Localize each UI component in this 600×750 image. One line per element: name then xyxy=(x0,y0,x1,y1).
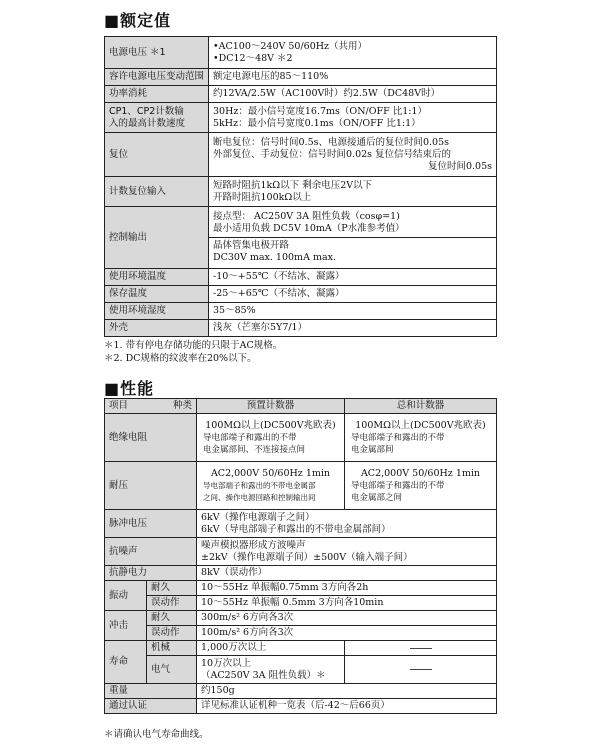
ambient-humidity-value: 35～85% xyxy=(209,303,497,320)
ratings-table xyxy=(104,36,497,337)
ambient-temp-label: 使用环境温度 xyxy=(105,269,209,286)
table-row xyxy=(105,103,497,133)
power-voltage-value: •AC100～240V 50/60Hz（共用） •DC12～48V ＊2 xyxy=(209,37,497,69)
life-elec-total xyxy=(345,656,497,684)
ratings-note-1: ＊1. 带有停电存储功能的只限于AC规格。 xyxy=(104,340,283,351)
shock-durability-value: 300m/s² 6方向各3次 xyxy=(197,611,497,626)
table-row xyxy=(105,656,497,684)
shock-malfunction-label: 误动作 xyxy=(147,626,197,641)
insulation-total: 100MΩ以上(DC500V兆欧表) 导电部端子和露出的不带 电金属部间 xyxy=(345,414,497,462)
max-speed-value: 30Hz：最小信号宽度16.7ms（ON/OFF 比1:1） 5kHz：最小信号宽度0.1ms（ON/OFF 比1:1） xyxy=(209,103,497,133)
count-reset-input-value: 短路时阻抗1kΩ以下 剩余电压2V以下 开路时阻抗100kΩ以上 xyxy=(209,177,497,207)
performance-table xyxy=(104,398,497,714)
max-speed-label: CP1、CP2计数输 入的最高计数速度 xyxy=(105,103,209,133)
table-row xyxy=(105,538,497,566)
ambient-humidity-label: 使用环境湿度 xyxy=(105,303,209,320)
table-row xyxy=(105,611,497,626)
life-mech-value: 1,000万次以上 xyxy=(197,641,345,656)
impulse-label: 脉冲电压 xyxy=(105,510,197,538)
table-row xyxy=(105,462,497,510)
reset-label: 复位 xyxy=(105,133,209,177)
static-value: 8kV（误动作） xyxy=(197,566,497,581)
vibration-durability-label: 耐久 xyxy=(147,581,197,596)
life-elec-label: 电气 xyxy=(147,656,197,684)
table-row xyxy=(105,641,497,656)
table-row xyxy=(105,269,497,286)
header-item: 项目 xyxy=(109,400,129,411)
housing-label: 外壳 xyxy=(105,320,209,337)
header-total: 总和计数器 xyxy=(345,399,497,414)
withstand-label: 耐压 xyxy=(105,462,197,510)
certification-value: 详见标准认证机种一览表（后-42～后66页） xyxy=(197,699,497,714)
voltage-range-value: 额定电源电压的85～110% xyxy=(209,69,497,86)
vibration-durability-value: 10～55Hz 单振幅0.75mm 3方向各2h xyxy=(197,581,497,596)
control-output-value: 接点型： AC250V 3A 阻性负载（cosφ=1) 最小适用负载 DC5V 10mA（P水准参考值） 晶体管集电极开路 DC30V max. 100mA max. xyxy=(209,207,497,269)
certification-label: 通过认证 xyxy=(105,699,197,714)
table-row xyxy=(105,596,497,611)
performance-note: ＊请确认电气寿命曲线。 xyxy=(104,729,209,740)
life-mech-label: 机械 xyxy=(147,641,197,656)
header-preset: 预置计数器 xyxy=(197,399,345,414)
power-consumption-value: 约12VA/2.5W（AC100V时）约2.5W（DC48V时） xyxy=(209,86,497,103)
impulse-value: 6kV（操作电源端子之间） 6kV（导电部端子和露出的不带电金属部间） xyxy=(197,510,497,538)
header-item-kind xyxy=(105,399,197,414)
dash-mark xyxy=(410,648,432,649)
withstand-preset: AC2,000V 50/60Hz 1min 导电部端子和露出的不带电金属部 之间、操作电源回路和控制输出间 xyxy=(197,462,345,510)
table-row xyxy=(105,207,497,269)
table-row xyxy=(105,133,497,177)
table-row xyxy=(105,581,497,596)
life-label: 寿命 xyxy=(105,641,147,684)
ratings-title: ■额定值 xyxy=(104,11,172,30)
table-row xyxy=(105,303,497,320)
weight-label: 重量 xyxy=(105,684,197,699)
ambient-temp-value: -10～+55℃（不结冰、凝露） xyxy=(209,269,497,286)
insulation-label: 绝缘电阻 xyxy=(105,414,197,462)
static-label: 抗静电力 xyxy=(105,566,197,581)
table-row xyxy=(105,626,497,641)
table-row xyxy=(105,684,497,699)
table-row xyxy=(105,177,497,207)
power-consumption-label: 功率消耗 xyxy=(105,86,209,103)
ratings-note-2: ＊2. DC规格的纹波率在20%以下。 xyxy=(104,353,257,364)
reset-value: 断电复位：信号时间0.5s、电源接通后的复位时间0.05s 外部复位、手动复位：信号时间0.02s 复位信号结束后的 复位时间0.05s xyxy=(209,133,497,177)
table-row xyxy=(105,399,497,414)
control-output-label: 控制输出 xyxy=(105,207,209,269)
performance-title: ■性能 xyxy=(104,379,155,398)
table-row xyxy=(105,510,497,538)
weight-value: 约150g xyxy=(197,684,497,699)
header-kind: 种类 xyxy=(172,400,192,411)
shock-label: 冲击 xyxy=(105,611,147,641)
table-row xyxy=(105,699,497,714)
table-row xyxy=(105,69,497,86)
housing-value: 浅灰（芒塞尔5Y7/1） xyxy=(209,320,497,337)
dash-mark xyxy=(410,669,432,670)
table-row xyxy=(105,37,497,69)
storage-temp-label: 保存温度 xyxy=(105,286,209,303)
table-row xyxy=(105,86,497,103)
shock-malfunction-value: 100m/s² 6方向各3次 xyxy=(197,626,497,641)
vibration-malfunction-value: 10～55Hz 单振幅 0.5mm 3方向各10min xyxy=(197,596,497,611)
vibration-malfunction-label: 误动作 xyxy=(147,596,197,611)
table-row xyxy=(105,286,497,303)
power-voltage-label: 电源电压 ＊1 xyxy=(105,37,209,69)
life-elec-value: 10万次以上 （AC250V 3A 阻性负载）＊ xyxy=(197,656,345,684)
noise-label: 抗噪声 xyxy=(105,538,197,566)
withstand-total: AC2,000V 50/60Hz 1min 导电部端子和露出的不带 电金属部之间 xyxy=(345,462,497,510)
insulation-preset: 100MΩ以上(DC500V兆欧表) 导电部端子和露出的不带 电金属部间、不连接接点间 xyxy=(197,414,345,462)
table-row xyxy=(105,414,497,462)
table-row xyxy=(105,320,497,337)
vibration-label: 振动 xyxy=(105,581,147,611)
table-row xyxy=(105,566,497,581)
transistor-output: 晶体管集电极开路 DC30V max. 100mA max. xyxy=(209,237,496,264)
storage-temp-value: -25～+65℃（不结冰、凝露） xyxy=(209,286,497,303)
shock-durability-label: 耐久 xyxy=(147,611,197,626)
voltage-range-label: 容许电源电压变动范围 xyxy=(105,69,209,86)
life-mech-total xyxy=(345,641,497,656)
noise-value: 噪声模拟器形成方波噪声 ±2kV（操作电源端子间）±500V（输入端子间） xyxy=(197,538,497,566)
count-reset-input-label: 计数复位输入 xyxy=(105,177,209,207)
